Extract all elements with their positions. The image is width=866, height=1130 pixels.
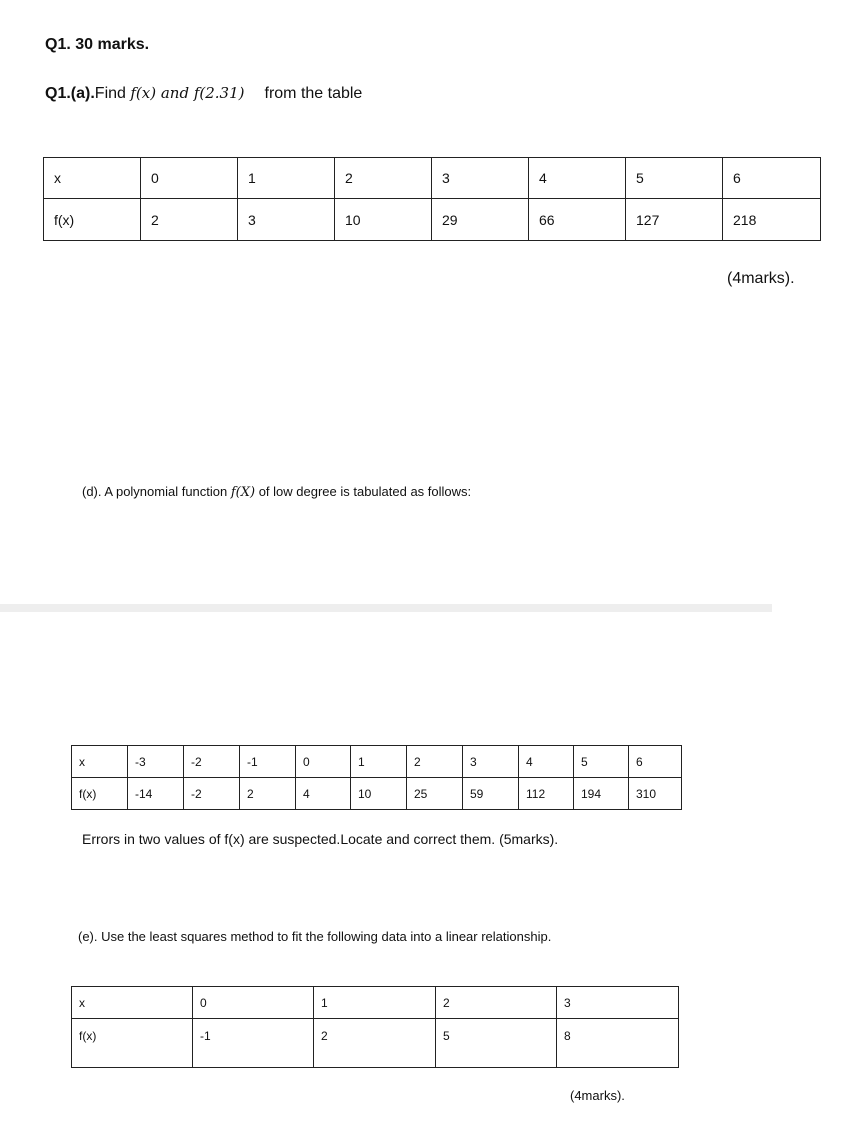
table-2-cell: 3 <box>463 746 519 778</box>
table-2-header-x: x <box>72 746 128 778</box>
qd-math: f(X) <box>230 485 256 500</box>
table-1-cell: 3 <box>432 158 529 199</box>
table-2-cell: 5 <box>574 746 629 778</box>
table-1-cell: 0 <box>141 158 238 199</box>
table-1-cell: 29 <box>432 199 529 241</box>
table-2-cell: 194 <box>574 778 629 810</box>
table-2-cell: 0 <box>296 746 351 778</box>
table-2-fx-row <box>72 778 682 810</box>
table-3-cell: -1 <box>193 1019 314 1068</box>
table-2-x-row <box>72 746 682 778</box>
q1a-math: f(x) and f(2.31) <box>130 84 245 102</box>
table-3-cell: 5 <box>436 1019 557 1068</box>
q1a-marks: (4marks). <box>727 270 795 287</box>
table-2-cell: 2 <box>240 778 296 810</box>
question-title: Q1. 30 marks. <box>45 36 150 53</box>
q1a-text-suffix: from the table <box>264 85 363 102</box>
table-2 <box>71 745 682 810</box>
question-e: (e). Use the least squares method to fit the following data into a linear relationship. <box>78 929 552 944</box>
table-1-cell: 10 <box>335 199 432 241</box>
table-3-x-row <box>72 987 679 1019</box>
table-3-cell: 8 <box>557 1019 679 1068</box>
question-1a <box>45 84 362 103</box>
table-1-cell: 4 <box>529 158 626 199</box>
table-3 <box>71 986 679 1068</box>
table-1-cell: 6 <box>723 158 821 199</box>
table-2-cell: 10 <box>351 778 407 810</box>
table-3-cell: 0 <box>193 987 314 1019</box>
table-3-header-x: x <box>72 987 193 1019</box>
qd-suffix: of low degree is tabulated as follows: <box>255 484 472 499</box>
table-3-header-fx: f(x) <box>72 1019 193 1068</box>
table-1-x-row <box>44 158 821 199</box>
table-1-cell: 127 <box>626 199 723 241</box>
table-1-cell: 1 <box>238 158 335 199</box>
table-2-cell: 6 <box>629 746 682 778</box>
table-3-cell: 1 <box>314 987 436 1019</box>
question-d <box>82 484 471 500</box>
qd-prefix: (d). A polynomial function <box>82 484 231 499</box>
table-2-cell: 112 <box>519 778 574 810</box>
q1a-text-prefix: Find <box>94 85 131 102</box>
table-2-header-fx: f(x) <box>72 778 128 810</box>
table-2-cell: 310 <box>629 778 682 810</box>
table-2-cell: -3 <box>128 746 184 778</box>
table-2-cell: 59 <box>463 778 519 810</box>
table-3-cell: 3 <box>557 987 679 1019</box>
table-1-cell: 66 <box>529 199 626 241</box>
table-2-cell: 2 <box>407 746 463 778</box>
table-1-fx-row <box>44 199 821 241</box>
table-2-cell: -2 <box>184 778 240 810</box>
table-1-cell: 2 <box>141 199 238 241</box>
table-1-cell: 218 <box>723 199 821 241</box>
table-2-cell: 4 <box>296 778 351 810</box>
table-2-cell: 4 <box>519 746 574 778</box>
table-3-cell: 2 <box>436 987 557 1019</box>
table-2-cell: -14 <box>128 778 184 810</box>
table-1-cell: 3 <box>238 199 335 241</box>
table-2-cell: 1 <box>351 746 407 778</box>
table-1-cell: 2 <box>335 158 432 199</box>
table-3-fx-row <box>72 1019 679 1068</box>
table-3-cell: 2 <box>314 1019 436 1068</box>
table-1-header-x: x <box>44 158 141 199</box>
qd-note: Errors in two values of f(x) are suspected.Locate and correct them. (5marks). <box>82 831 559 847</box>
table-1-header-fx: f(x) <box>44 199 141 241</box>
table-2-cell: 25 <box>407 778 463 810</box>
qe-marks: (4marks). <box>570 1088 625 1103</box>
table-1-cell: 5 <box>626 158 723 199</box>
table-1 <box>43 157 821 241</box>
q1a-label: Q1.(a). <box>45 85 95 102</box>
page-divider <box>0 604 772 612</box>
table-2-cell: -1 <box>240 746 296 778</box>
table-2-cell: -2 <box>184 746 240 778</box>
